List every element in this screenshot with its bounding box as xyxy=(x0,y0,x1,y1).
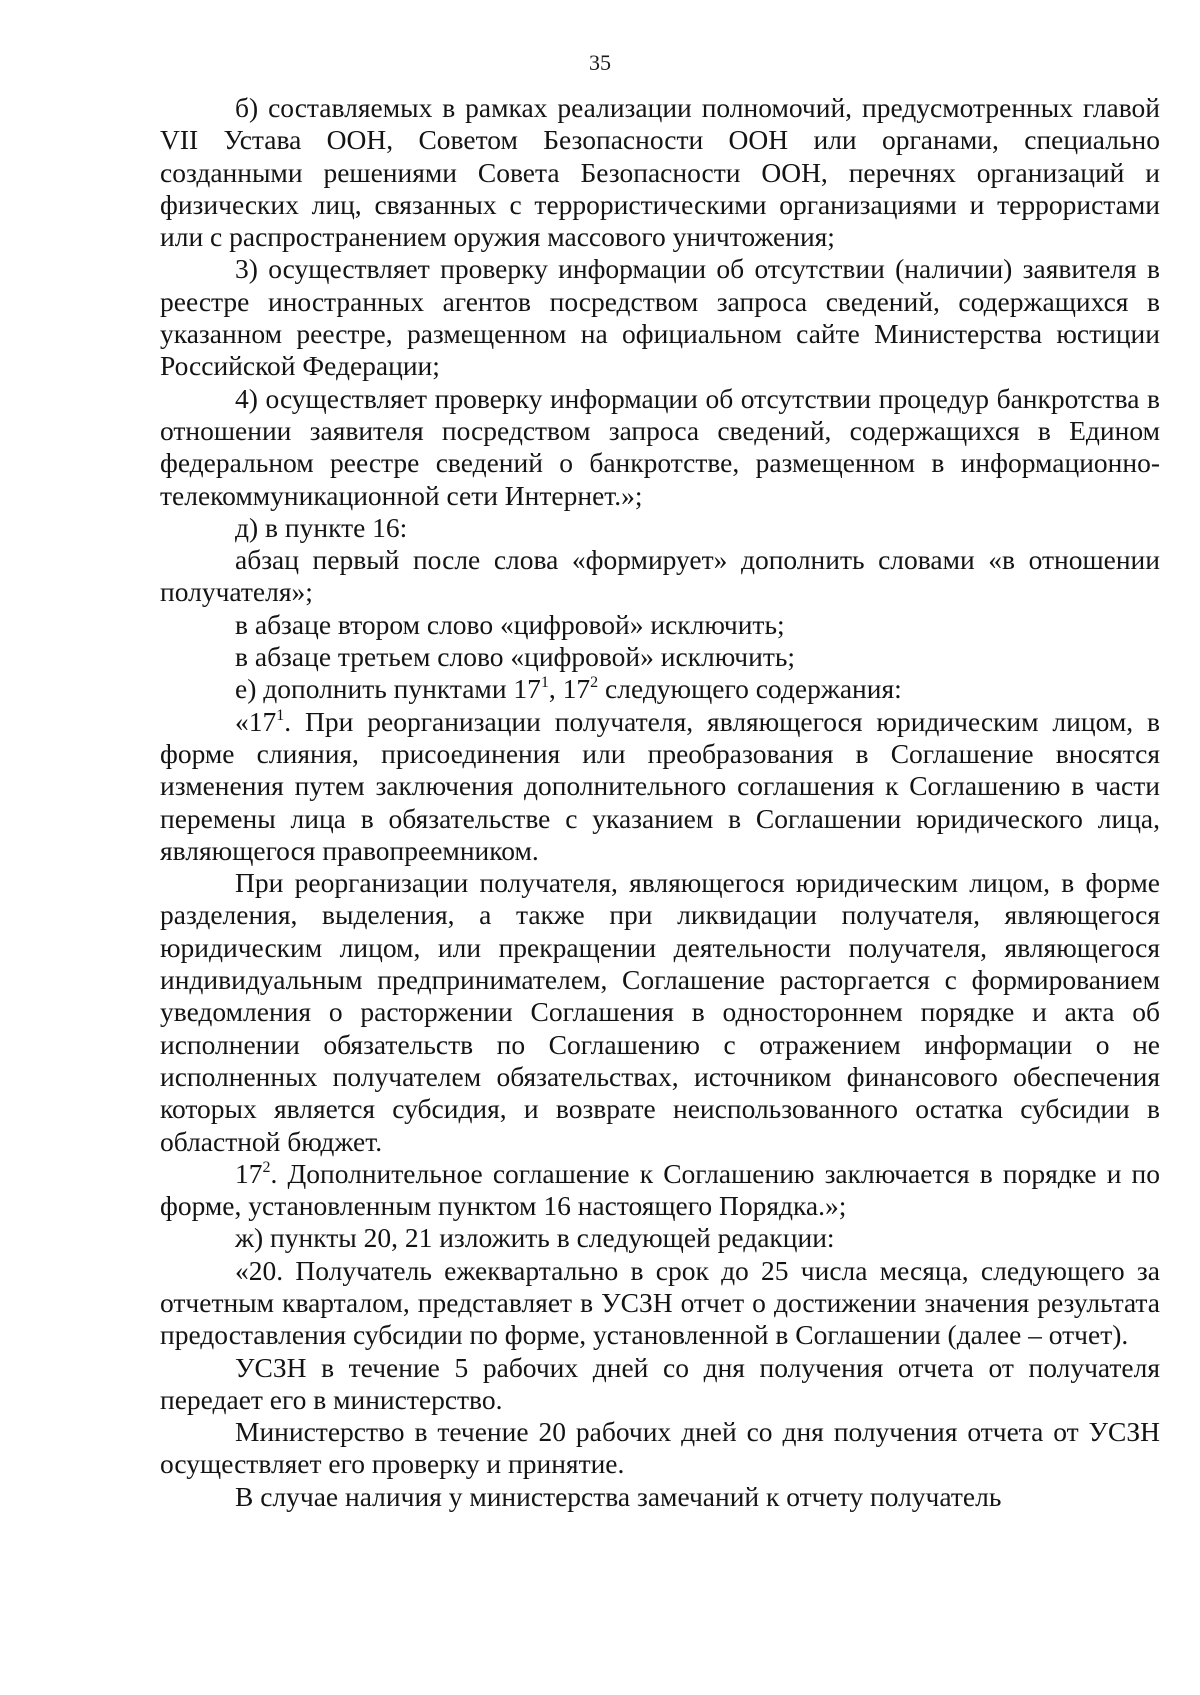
paragraph-second-abzac: в абзаце втором слово «цифровой» исключить; xyxy=(235,608,785,640)
paragraph-first-abzac: абзац первый после слова «формирует» дополнить словами «в отношении получателя»; xyxy=(160,544,1160,608)
text-segment: , 17 xyxy=(548,673,591,705)
superscript: 2 xyxy=(590,674,599,692)
paragraph-uszn-transfer: УСЗН в течение 5 рабочих дней со дня получения отчета от получателя передает его в министерство. xyxy=(160,1351,1160,1415)
paragraph-20-report: «20. Получатель ежеквартально в срок до 25 числа месяца, следующего за отчетным кварталом, представляет в УСЗН отчет о достижении значения результата предоставления субсидии по форме, установленной в Соглашении (далее – отчет). xyxy=(160,1254,1160,1351)
document-body xyxy=(160,92,1160,1513)
paragraph-remarks: В случае наличия у министерства замечаний к отчету получатель xyxy=(235,1480,1002,1512)
paragraph-17-1 xyxy=(160,706,1160,867)
superscript: 1 xyxy=(540,674,549,692)
paragraph-third-abzac: в абзаце третьем слово «цифровой» исключить; xyxy=(235,641,796,673)
superscript: 2 xyxy=(262,1158,271,1176)
paragraph-zh-points-20-21: ж) пункты 20, 21 изложить в следующей редакции: xyxy=(235,1222,835,1254)
superscript: 1 xyxy=(276,706,285,724)
text-segment: . При реорганизации получателя, являющегося юридическим лицом, в форме слияния, присоединения или преобразования в Соглашение вносятся изменения путем заключения дополнительного соглашения к Соглашению в части перемены лица в обязательстве с указанием в Соглашении юридического лица, являющегося правопреемником. xyxy=(160,705,1160,866)
paragraph-17-2 xyxy=(160,1158,1160,1223)
text-segment: «17 xyxy=(235,705,277,737)
text-segment: е) дополнить пунктами 17 xyxy=(235,673,541,705)
page-number: 35 xyxy=(589,50,611,75)
paragraph-3-foreign-agents: 3) осуществляет проверку информации об отсутствии (наличии) заявителя в реестре иностранных агентов посредством запроса сведений, содержащихся в указанном реестре, размещенном на официальном сайте Министерства юстиции Российской Федерации; xyxy=(160,253,1160,382)
paragraph-b-lists: б) составляемых в рамках реализации полномочий, предусмотренных главой VII Устава ООН, Советом Безопасности ООН или органами, специально созданными решениями Совета Безопасности ООН, перечнях организаций и физических лиц, связанных с террористическими организациями и террористами или с распространением оружия массового уничтожения; xyxy=(160,92,1160,253)
paragraph-ministry-check: Министерство в течение 20 рабочих дней со дня получения отчета от УСЗН осуществляет его проверку и принятие. xyxy=(160,1416,1160,1480)
paragraph-e-add-points xyxy=(160,673,1160,705)
text-segment: 17 xyxy=(235,1157,263,1189)
paragraph-d-point-16: д) в пункте 16: xyxy=(235,511,408,543)
text-segment: следующего содержания: xyxy=(598,673,902,705)
paragraph-4-bankruptcy: 4) осуществляет проверку информации об отсутствии процедур банкротства в отношении заявителя посредством запроса сведений, содержащихся в Едином федеральном реестре сведений о банкротстве, размещенном в информационно-телекоммуникационной сети Интернет.»; xyxy=(160,382,1160,511)
text-segment: . Дополнительное соглашение к Соглашению заключается в порядке и по форме, установленным пунктом 16 настоящего Порядка.»; xyxy=(160,1157,1160,1222)
paragraph-reorganization: При реорганизации получателя, являющегося юридическим лицом, в форме разделения, выделения, а также при ликвидации получателя, являющегося юридическим лицом, или прекращении деятельности получателя, являющегося индивидуальным предпринимателем, Соглашение расторгается с формированием уведомления о расторжении Соглашения в одностороннем порядке и акта об исполнении обязательств по Соглашению с отражением информации о не исполненных получателем обязательствах, источником финансового обеспечения которых является субсидия, и возврате неиспользованного остатка субсидии в областной бюджет. xyxy=(160,867,1160,1157)
